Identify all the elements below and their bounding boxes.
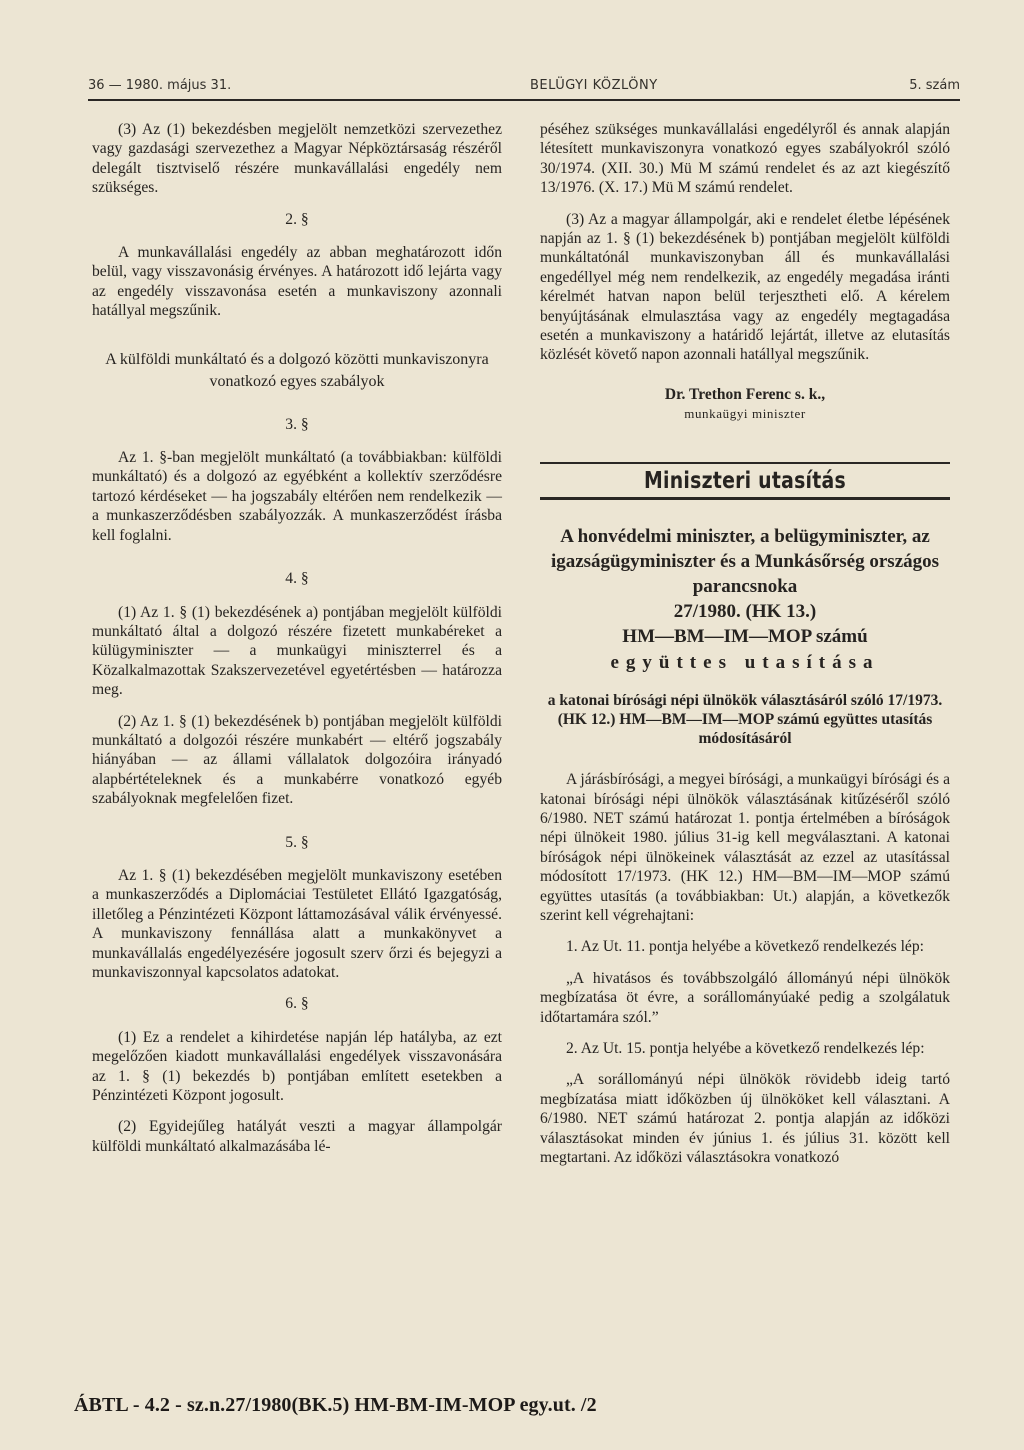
instruction-code: HM—BM—IM—MOP számú <box>622 626 868 648</box>
header-issue-number: 5. szám <box>909 78 960 93</box>
section-heading: 3. § <box>285 415 309 433</box>
section-heading: 2. § <box>285 210 309 228</box>
section-heading: 6. § <box>285 995 309 1013</box>
subheading: A külföldi munkáltató és a dolgozó közötti munkaviszonyra vonatkozó egyes szabályok <box>105 350 489 390</box>
banner-rule <box>540 497 950 500</box>
banner-title: Miniszteri utasítás <box>644 467 846 494</box>
instruction-type: együttes utasítása <box>610 652 880 674</box>
paragraph: A járásbírósági, a megyei bírósági, a munkaügyi bírósági és a katonai bírósági népi ülnökök választásának kitűzéséről szóló 6/1980. NET számú határozat 1. pontja értelmében a bíróságok népi ülnökeit 1980. július 31-ig kell megválasztani. A katonai bíróságok népi ülnökeinek választását az ezzel az utasítással módosított 17/1973. (HK 12.) HM—BM—IM—MOP számú együttes utasítás (a továbbiakban: Ut.) alapján, a következők szerint kell végrehajtani: <box>540 771 950 924</box>
signature-block <box>540 385 950 424</box>
right-column <box>540 120 950 1179</box>
paragraph: (1) Az 1. § (1) bekezdésének a) pontjában megjelölt külföldi munkáltató által a dolgozó részére fizetett munkabéreket a külügyminiszter — a munkaügyi miniszterrel és a Közalkalmazottak Szakszervezetével egyetértésben — határozza meg. <box>92 603 502 699</box>
quoted-provision: „A sorállományú népi ülnökök rövidebb ideig tartó megbízatása miatt időközben új ülnököket kell választani. A 6/1980. NET számú határozat 2. pontja alapján az időközi választásokat minden év június 1. és július 31. között kell megtartani. Az időközi választásokra vonatkozó <box>540 1071 950 1166</box>
quoted-provision: „A hivatásos és továbbszolgáló állományú népi ülnökök megbízatása öt évre, a sorállományúaké pedig a szolgálatuk időtartamára szól.” <box>540 969 950 1026</box>
section-heading: 4. § <box>285 570 309 588</box>
paragraph: péséhez szükséges munkavállalási engedélyről és annak alapján létesített munkaviszonyra vonatkozó egyes szabályokról szóló 30/1974. (XII. 30.) Mü M számú rendelet és az azt kiegészítő 13/1976. (X. 17.) Mü M számú rendelet. <box>540 121 950 197</box>
paragraph: Az 1. § (1) bekezdésében megjelölt munkaviszony esetében a munkaszerződés a Diplomáciai Testületet Ellátó Igazgatóság, illetőleg a Pénzintézeti Központ láttamozásával válik érvényessé. A munkaviszony fennállása alatt a munkakönyvet a munkavállalás engedélyezésére jogosult szerv őrzi és bejegyzi a munkaviszonnyal kapcsolatos adatokat. <box>92 866 502 981</box>
paragraph: (2) Egyidejűleg hatályát veszti a magyar állampolgár külföldi munkáltató alkalmazásába lé- <box>92 1118 502 1155</box>
header-rule <box>88 99 960 101</box>
left-column <box>92 120 502 1168</box>
header-journal-title: BELÜGYI KÖZLÖNY <box>530 78 658 93</box>
paragraph: (2) Az 1. § (1) bekezdésének b) pontjában megjelölt külföldi munkáltató a dolgozói részére munkabért — eltérő jogszabály hiányában — az állami vállalatok dolgozóira irányadó alapbértételeknek és a munkabérre vonatkozó egyéb szabályoknak megfelelően fizet. <box>92 712 502 808</box>
instruction-number: 27/1980. (HK 13.) <box>673 601 817 623</box>
paragraph: (1) Ez a rendelet a kihirdetése napján lép hatályba, az ezt megelőzően kiadott munkavállalási engedélyek visszavonására az 1. § (1) bekezdés b) pontjában említett esetekben a Pénzintézeti Központ jogosult. <box>92 1028 502 1105</box>
paragraph: (3) Az a magyar állampolgár, aki e rendelet életbe lépésének napján az 1. § (1) bekezdésének b) pontjában megjelölt külföldi munkáltatónál munkaviszonyban áll és munkavállalási engedéllyel még nem rendelkezik, az engedély megadása iránti kérelmét hatvan napon belül terjesztheti elő. A kérelem benyújtásának elmulasztása vagy az engedély megtagadása esetén a munkaviszony a határidő lejártát, illetve az elutasítás közlését követő napon azonnali hatállyal megszűnik. <box>540 210 950 364</box>
instruction-issuers: A honvédelmi miniszter, a belügyminiszter, az igazságügyminiszter és a Munkásőrség országos parancsnoka <box>550 526 940 598</box>
paragraph: 2. Az Ut. 15. pontja helyébe a következő rendelkezés lép: <box>566 1039 925 1057</box>
paragraph: Az 1. §-ban megjelölt munkáltató (a továbbiakban: külföldi munkáltató) és a dolgozó az egyébként a kollektív szerződésre tartozó kérdéseket — ha jogszabály eltérően nem rendelkezik — a munkaszerződésben szabályozzák. A munkaszerződést írásba kell foglalni. <box>92 449 502 544</box>
page-header <box>88 78 960 100</box>
paragraph: 1. Az Ut. 11. pontja helyébe a következő rendelkezés lép: <box>566 938 924 956</box>
section-heading: 5. § <box>285 833 309 851</box>
instruction-subject: a katonai bírósági népi ülnökök választásáról szóló 17/1973. (HK 12.) HM—BM—IM—MOP számú együttes utasítás módosításáról <box>547 692 943 748</box>
header-page-date: 36 — 1980. május 31. <box>88 78 232 93</box>
signatory-name: Dr. Trethon Ferenc s. k., <box>664 385 826 403</box>
signatory-title: munkaügyi miniszter <box>684 406 806 422</box>
instruction-title-block <box>540 524 950 748</box>
section-banner <box>540 462 950 500</box>
paragraph: A munkavállalási engedély az abban meghatározott időn belül, vagy visszavonásig érvényes. A határozott idő lejárta vagy az engedély visszavonása esetén a munkaviszony azonnali hatállyal megszűnik. <box>92 244 502 320</box>
archive-reference-footer: ÁBTL - 4.2 - sz.n.27/1980(BK.5) HM-BM-IM-MOP egy.ut. /2 <box>74 1394 597 1416</box>
paragraph: (3) Az (1) bekezdésben megjelölt nemzetközi szervezethez vagy gazdasági szervezethez a Magyar Népköztársaság részéről delegált tisztviselő részére munkavállalási engedély nem szükséges. <box>92 121 502 197</box>
instruction-body <box>540 770 950 1167</box>
